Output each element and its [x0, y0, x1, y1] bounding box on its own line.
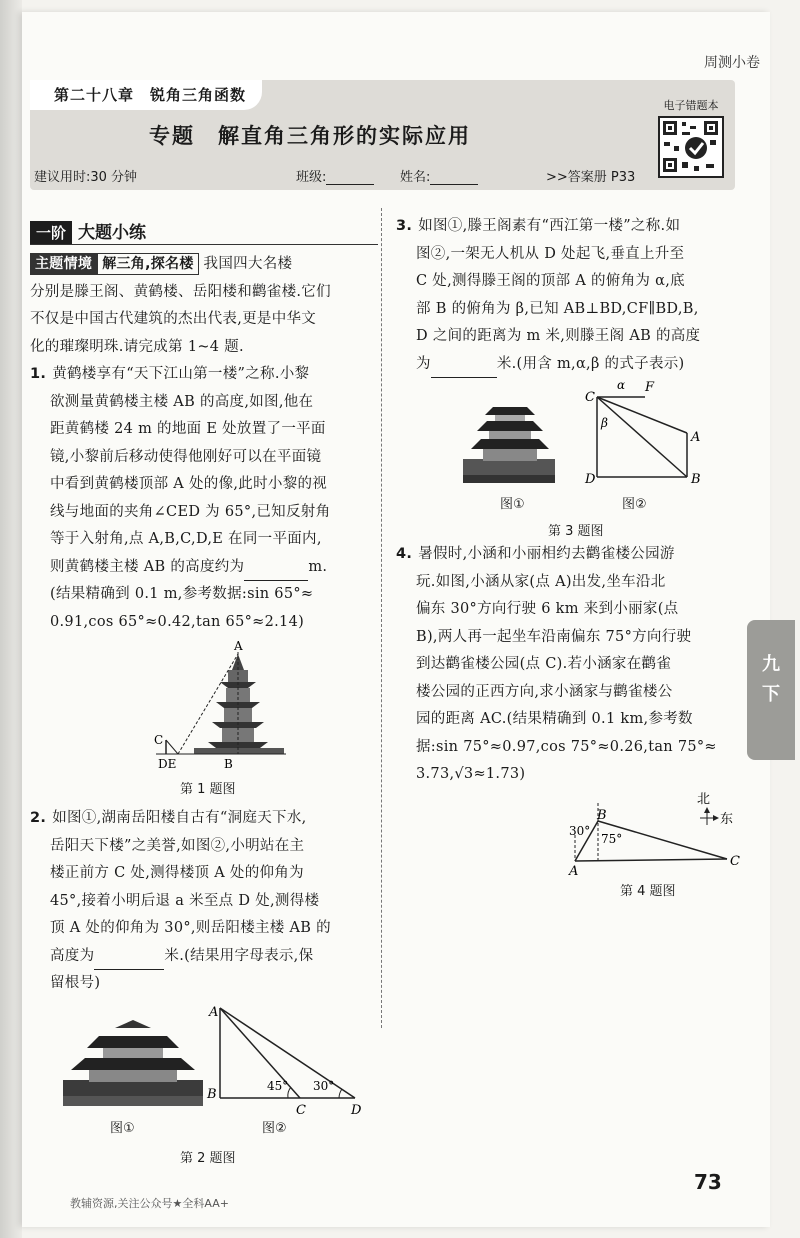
question-text: 据:sin 75°≈0.97,cos 75°≈0.26,tan 75°≈: [416, 738, 717, 755]
tengwang-pavilion-photo: [463, 407, 555, 483]
question-text: C 处,测得滕王阁的顶部 A 的俯角为 α,底: [416, 273, 685, 289]
question-number: 4.: [396, 546, 413, 562]
question-text: 高度为: [50, 947, 95, 964]
question-text: 顶 A 处的仰角为 30°,则岳阳楼主楼 AB 的: [50, 920, 331, 936]
theme-subtitle: 解三角,探名楼: [97, 253, 198, 275]
question-text: 则黄鹤楼主楼 AB 的高度约为: [50, 558, 245, 575]
label-B: B: [691, 472, 701, 487]
answer-reference: >>答案册 P33: [546, 170, 636, 185]
term-label: 下: [762, 684, 780, 705]
angle-45: 45°: [267, 1079, 289, 1093]
question-text: 部 B 的俯角为 β,已知 AB⊥BD,CF∥BD,B,: [416, 300, 699, 317]
intro-line: 化的璀璨明珠.请完成第 1~4 题.: [30, 338, 244, 355]
question-text: 园的距离 AC.(结果精确到 0.1 km,参考数: [416, 711, 693, 727]
question-text: 如图①,湖南岳阳楼自古有“洞庭天下水,: [52, 810, 307, 826]
intro-paragraph: [30, 251, 380, 361]
question-text: B),两人再一起坐车沿南偏东 75°方向行驶: [416, 628, 692, 645]
question-text: 图②,一架无人机从 D 处起飞,垂直上升至: [416, 245, 685, 262]
question-text: m.: [308, 558, 328, 575]
question-text: 为: [416, 355, 431, 372]
north-label: 北: [697, 792, 711, 807]
question-text: 中看到黄鹤楼顶部 A 处的像,此时小黎的视: [50, 476, 328, 492]
column-divider: [381, 208, 382, 1028]
label-DE: DE: [158, 757, 177, 770]
intro-line: 不仅是中国古代建筑的杰出代表,更是中华文: [30, 311, 317, 327]
question-number: 2.: [30, 810, 47, 826]
question-text: 45°,接着小明后退 a 米至点 D 处,测得楼: [50, 892, 320, 909]
compass-icon: [697, 792, 733, 827]
question-text: 黄鹤楼享有“天下江山第一楼”之称.小黎: [52, 366, 310, 382]
q2-caption: 第 2 题图: [180, 1151, 236, 1166]
answer-blank[interactable]: [244, 564, 308, 581]
info-row: [30, 166, 670, 188]
question-number: 1.: [30, 366, 47, 382]
question-text: D 之间的距离为 m 米,则滕王阁 AB 的高度: [416, 328, 701, 344]
label-A: A: [234, 640, 243, 653]
question-number: 3.: [396, 218, 413, 234]
question-text: 米.(用含 m,α,β 的式子表示): [496, 355, 685, 372]
intro-line: 我国四大名楼: [203, 256, 293, 272]
class-field[interactable]: [296, 166, 374, 185]
question-text: (结果精确到 0.1 m,参考数据:sin 65°≈: [50, 586, 314, 602]
angle-30: 30°: [313, 1079, 335, 1093]
label-A: A: [691, 430, 701, 445]
theme-badge: 主题情境: [30, 253, 97, 275]
line-CB: [597, 397, 687, 477]
question-text: 楼公园的正西方向,求小涵家与鹳雀楼公: [416, 683, 673, 700]
class-label: 班级:: [296, 170, 327, 185]
question-text: 玩.如图,小涵从家(点 A)出发,坐车沿北: [416, 573, 666, 590]
angle-75: 75°: [601, 832, 623, 846]
question-text: 留根号): [50, 975, 101, 991]
angle-30: 30°: [569, 824, 591, 838]
q1-caption: 第 1 题图: [180, 782, 236, 797]
series-label: 周测小卷: [704, 55, 760, 71]
grade-label: 九: [762, 654, 780, 675]
section-title: 大题小练: [78, 223, 147, 243]
footer-watermark: 教辅资源,关注公众号★全科AA+: [70, 1197, 229, 1210]
q2-fig2-label: 图②: [262, 1121, 287, 1136]
q4-figure: [555, 785, 755, 885]
suggested-time: 建议用时:30 分钟: [34, 170, 138, 185]
question-text: 如图①,滕王阁素有“西江第一楼”之称.如: [418, 218, 681, 234]
page-title: 专题 解直角三角形的实际应用: [149, 124, 471, 148]
question-text: 0.91,cos 65°≈0.42,tan 65°≈2.14): [50, 613, 305, 630]
label-C: C: [154, 733, 164, 747]
name-field[interactable]: [400, 166, 478, 185]
grade-side-tab: [747, 620, 795, 760]
label-C: C: [585, 390, 595, 405]
answer-blank[interactable]: [94, 953, 164, 970]
label-F: F: [645, 380, 655, 395]
label-B: B: [207, 1087, 217, 1102]
page-edge: [0, 0, 22, 1238]
q4-caption: 第 4 题图: [620, 884, 676, 899]
sight-line: [166, 740, 178, 754]
question-text: 镜,小黎前后移动使得他刚好可以在平面镜: [50, 448, 322, 465]
question-text: 距黄鹤楼 24 m 的地面 E 处放置了一平面: [50, 421, 326, 437]
question-text: 到达鹳雀楼公园(点 C).若小涵家在鹳雀: [416, 656, 672, 672]
section-heading: [30, 218, 146, 244]
q3-figure: [455, 375, 725, 515]
name-label: 姓名:: [400, 170, 431, 185]
question-text: 偏东 30°方向行驶 6 km 来到小丽家(点: [416, 601, 679, 617]
label-B: B: [597, 808, 607, 823]
question-text: 线与地面的夹角∠CED 为 65°,已知反射角: [50, 503, 331, 520]
q2-fig1-label: 图①: [110, 1121, 135, 1136]
intro-line: 分别是滕王阁、黄鹤楼、岳阳楼和鹳雀楼.它们: [30, 283, 331, 300]
question-1: [30, 361, 380, 636]
question-text: 米.(结果用字母表示,保: [164, 947, 314, 964]
q2-figure: [55, 1000, 375, 1140]
q3-fig2-label: 图②: [622, 497, 647, 512]
question-text: 暑假时,小涵和小丽相约去鹳雀楼公园游: [418, 546, 675, 562]
question-2: [30, 805, 380, 998]
label-A: A: [569, 864, 579, 879]
qr-label: 电子错题本: [663, 99, 719, 112]
tower-illustration: [194, 654, 284, 754]
question-3: [396, 213, 746, 378]
question-text: 等于入射角,点 A,B,C,D,E 在同一平面内,: [50, 531, 322, 547]
label-C: C: [730, 854, 740, 869]
q3-caption: 第 3 题图: [548, 524, 604, 539]
label-D: D: [351, 1103, 362, 1118]
question-text: 3.73,√3≈1.73): [416, 766, 526, 782]
east-label: 东: [720, 812, 734, 827]
label-alpha: α: [617, 378, 626, 392]
question-4: [396, 541, 746, 789]
question-text: 楼正前方 C 处,测得楼顶 A 处的仰角为: [50, 865, 304, 881]
question-text: 岳阳天下楼”之美誉,如图②,小明站在主: [50, 837, 305, 854]
line-CA: [597, 397, 687, 433]
pavilion-photo: [63, 1020, 203, 1106]
label-beta: β: [601, 416, 608, 430]
label-B: B: [224, 757, 233, 770]
q1-figure: [150, 640, 290, 770]
label-C: C: [296, 1103, 306, 1118]
chapter-title: 第二十八章 锐角三角函数: [30, 80, 262, 110]
label-A: A: [209, 1005, 219, 1020]
q3-fig1-label: 图①: [500, 497, 525, 512]
label-D: D: [585, 472, 596, 487]
section-divider: [30, 244, 378, 245]
question-text: 欲测量黄鹤楼主楼 AB 的高度,如图,他在: [50, 393, 314, 410]
stage-badge: 一阶: [30, 221, 72, 244]
page-number: 73: [694, 1170, 722, 1194]
